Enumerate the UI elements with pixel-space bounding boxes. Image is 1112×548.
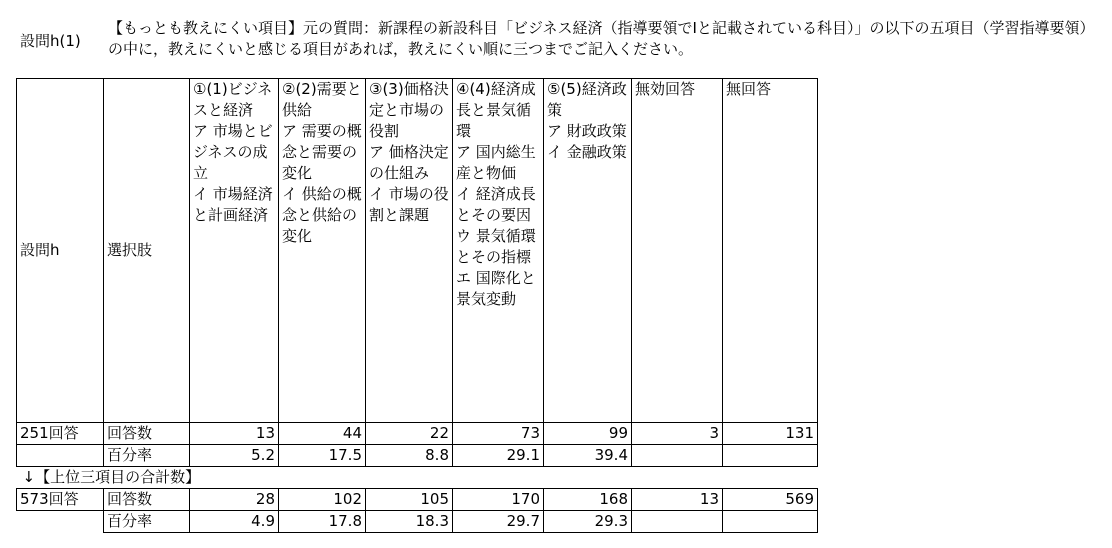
cell: 18.3 [366, 511, 453, 533]
cell: 29.1 [453, 445, 544, 467]
header-item-5: ⑤(5)経済政策 ア 財政政策 イ 金融政策 [544, 79, 632, 423]
cell: 13 [190, 423, 279, 445]
cell: 168 [544, 489, 632, 511]
row-label: 百分率 [104, 445, 190, 467]
cell: 44 [279, 423, 366, 445]
cell: 13 [632, 489, 723, 511]
question-text: 【もっとも教えにくい項目】元の質問：新課程の新設科目「ビジネス経済（指導要領でⅠと記載されている科目）」の以下の五項目（学習指導要領）の中に，教えにくいと感じる項目があれば，教えにくい順に三つまでご記入ください。 [108, 19, 1095, 58]
row-label: 百分率 [104, 511, 190, 533]
cell: 170 [453, 489, 544, 511]
table-row [17, 489, 818, 511]
cell [723, 511, 818, 533]
header-item-4: ④(4)経済成長と景気循環 ア 国内総生産と物価 イ 経済成長とその要因 ウ 景気循環とその指標 エ 国際化と景気変動 [453, 79, 544, 423]
header-row [17, 79, 818, 423]
cell: 131 [723, 423, 818, 445]
cell: 73 [453, 423, 544, 445]
cell: 3 [632, 423, 723, 445]
cell: 17.8 [279, 511, 366, 533]
cell: 29.3 [544, 511, 632, 533]
note-row [17, 467, 818, 489]
cell [632, 511, 723, 533]
group-label-empty [17, 511, 104, 533]
question-label: 設問h(1) [20, 32, 81, 50]
table-row [17, 423, 818, 445]
cell: 5.2 [190, 445, 279, 467]
cell: 4.9 [190, 511, 279, 533]
header-item-1: ①(1)ビジネスと経済 ア 市場とビジネスの成立 イ 市場経済と計画経済 [190, 79, 279, 423]
cell: 102 [279, 489, 366, 511]
table-row [17, 511, 818, 533]
group-label: 573回答 [17, 489, 104, 511]
cell: 29.7 [453, 511, 544, 533]
cell: 99 [544, 423, 632, 445]
results-table [16, 78, 818, 533]
group-label-empty [17, 445, 104, 467]
cell: 28 [190, 489, 279, 511]
cell [723, 445, 818, 467]
cell: 17.5 [279, 445, 366, 467]
cell: 569 [723, 489, 818, 511]
header-invalid: 無効回答 [632, 79, 723, 423]
header-no-answer: 無回答 [723, 79, 818, 423]
header-question: 設問h [17, 79, 104, 423]
row-label: 回答数 [104, 423, 190, 445]
cell: 105 [366, 489, 453, 511]
sum-note: ↓【上位三項目の合計数】 [17, 467, 818, 489]
row-label: 回答数 [104, 489, 190, 511]
cell: 8.8 [366, 445, 453, 467]
table-row [17, 445, 818, 467]
header-item-2: ②(2)需要と供給 ア 需要の概念と需要の変化 イ 供給の概念と供給の変化 [279, 79, 366, 423]
cell [632, 445, 723, 467]
cell: 39.4 [544, 445, 632, 467]
cell: 22 [366, 423, 453, 445]
group-label: 251回答 [17, 423, 104, 445]
header-choice: 選択肢 [104, 79, 190, 423]
header-item-3: ③(3)価格決定と市場の役割 ア 価格決定の仕組み イ 市場の役割と課題 [366, 79, 453, 423]
